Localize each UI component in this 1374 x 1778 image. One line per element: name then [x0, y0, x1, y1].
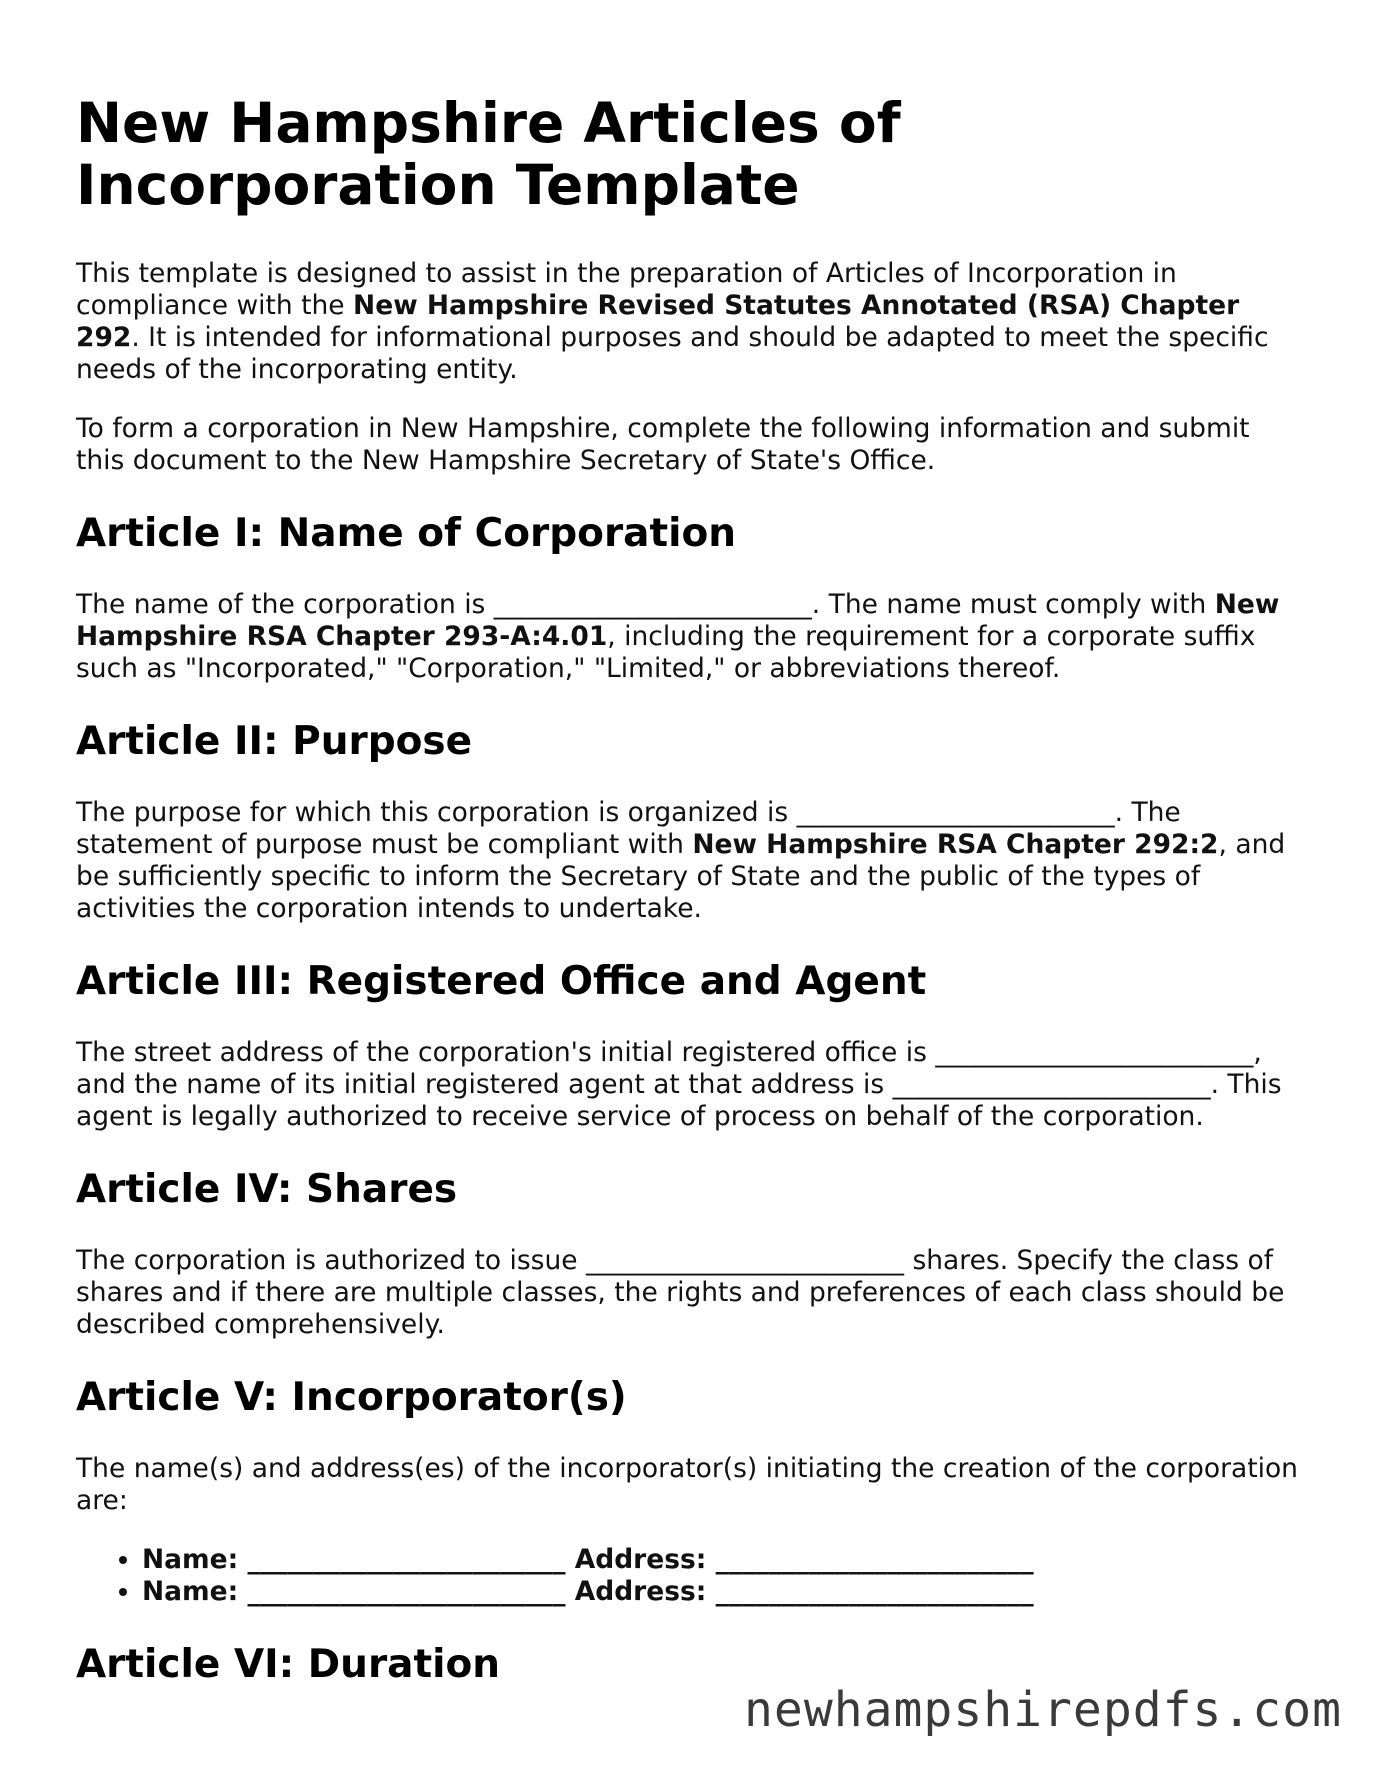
- article-3-text: The street address of the corporation's initial registered office is ________________________, and the name of its initial registered agent at that address is ________________________. This agent is legally authorized to receive service of process on behalf of the corporation.: [76, 1037, 1282, 1132]
- intro-instructions: To form a corporation in New Hampshire, complete the following information and submit this document to the New Hampshire Secretary of State's Office.: [76, 413, 1250, 476]
- article-4-text: The corporation is authorized to issue ________________________ shares. Specify the class of shares and if there are multiple classes, the rights and preferences of each class should be described comprehensively.: [76, 1245, 1285, 1340]
- incorporator-2-address-blank[interactable]: ________________________: [715, 1576, 1034, 1607]
- incorporator-1-name-blank[interactable]: ________________________: [247, 1544, 566, 1575]
- rsa-chapter-292-ref: New Hampshire Revised Statutes Annotated (RSA) Chapter 292: [76, 290, 1240, 353]
- article-5-heading: Article V: Incorporator(s): [76, 1375, 627, 1420]
- article-3-heading: Article III: Registered Office and Agent: [76, 959, 927, 1004]
- article-2-heading: Article II: Purpose: [76, 719, 473, 764]
- corporation-name-blank[interactable]: ________________________: [493, 589, 812, 620]
- shares-blank[interactable]: ________________________: [586, 1245, 905, 1276]
- intro-paragraph: This template is designed to assist in the preparation of Articles of Incorporation in compliance with the New Hampshire Revised Statutes Annotated (RSA) Chapter 292. It is intended for informational purposes and should be adapted to meet the specific needs of the incorporating entity.: [76, 258, 1269, 385]
- article-4-heading: Article IV: Shares: [76, 1167, 458, 1212]
- article-1-text: The name of the corporation is ________________________. The name must comply with New Hampshire RSA Chapter 293-A:4.01, including the requirement for a corporate suffix such as "Incorporated," "Corporation," "Limited," or abbreviations thereof.: [76, 589, 1280, 684]
- incorporator-list: [76, 1544, 1306, 1608]
- list-item: • Name: ________________________ Address: ________________________: [142, 1544, 1306, 1576]
- registered-agent-blank[interactable]: ________________________: [892, 1069, 1211, 1100]
- article-1-heading: Article I: Name of Corporation: [76, 511, 737, 556]
- site-watermark: newhampshirepdfs.com: [744, 1682, 1342, 1738]
- document-page: [76, 92, 1306, 1720]
- article-6-heading: Article VI: Duration: [76, 1642, 501, 1687]
- registered-office-blank[interactable]: ________________________: [935, 1037, 1254, 1068]
- purpose-blank[interactable]: ________________________: [796, 797, 1115, 828]
- incorporator-2-name-blank[interactable]: ________________________: [247, 1576, 566, 1607]
- incorporator-1-address-blank[interactable]: ________________________: [715, 1544, 1034, 1575]
- article-5-text: The name(s) and address(es) of the incorporator(s) initiating the creation of the corporation are:: [76, 1453, 1298, 1516]
- page-title: New Hampshire Articles of Incorporation Template: [76, 91, 901, 217]
- list-item: • Name: ________________________ Address: ________________________: [142, 1576, 1306, 1608]
- article-2-text: The purpose for which this corporation is organized is ________________________. The statement of purpose must be compliant with New Hampshire RSA Chapter 292:2, and be sufficiently specific to inform the Secretary of State and the public of the types of activities the corporation intends to undertake.: [76, 797, 1286, 924]
